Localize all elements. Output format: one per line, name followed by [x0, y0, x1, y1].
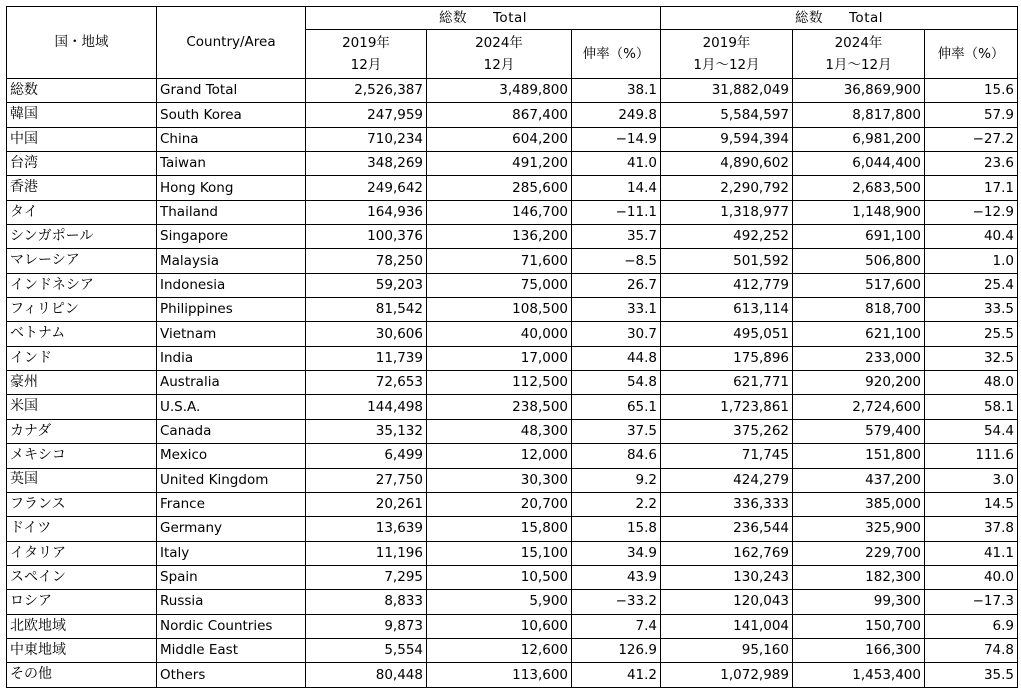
table-row: [7, 249, 1018, 273]
table-row: [7, 541, 1018, 565]
header-group-december-en: Total: [492, 9, 528, 26]
table-row: [7, 565, 1018, 589]
cell-dec-2019: 59,203: [306, 273, 427, 297]
table-row: [7, 638, 1018, 662]
cell-annual-growth: 40.0: [925, 565, 1018, 589]
cell-dec-2024: 17,000: [427, 346, 572, 370]
header-annual-2019-period: 1月～12月: [693, 57, 760, 73]
cell-region-en: Hong Kong: [157, 176, 306, 200]
cell-annual-2024: 325,900: [793, 517, 925, 541]
cell-region-jp: ロシア: [7, 590, 157, 614]
cell-dec-2019: 710,234: [306, 127, 427, 151]
cell-annual-2019: 1,723,861: [661, 395, 793, 419]
cell-dec-2019: 30,606: [306, 322, 427, 346]
table-row: [7, 614, 1018, 638]
cell-dec-growth: 30.7: [572, 322, 661, 346]
cell-dec-2024: 12,000: [427, 444, 572, 468]
cell-dec-2024: 40,000: [427, 322, 572, 346]
cell-dec-2019: 11,739: [306, 346, 427, 370]
cell-dec-2019: 8,833: [306, 590, 427, 614]
header-region-en: Country/Area: [157, 7, 306, 79]
table-row: [7, 371, 1018, 395]
cell-annual-2019: 141,004: [661, 614, 793, 638]
cell-region-en: Thailand: [157, 200, 306, 224]
cell-annual-2019: 621,771: [661, 371, 793, 395]
cell-dec-2024: 10,500: [427, 565, 572, 589]
table-row: [7, 419, 1018, 443]
cell-region-en: Australia: [157, 371, 306, 395]
visitor-statistics-sheet: [6, 6, 1018, 688]
header-group-annual-en: Total: [848, 9, 884, 26]
table-row: [7, 517, 1018, 541]
cell-region-en: Malaysia: [157, 249, 306, 273]
cell-dec-2024: 30,300: [427, 468, 572, 492]
cell-annual-2024: 691,100: [793, 225, 925, 249]
header-dec-growth: 伸率（%）: [572, 30, 661, 79]
cell-annual-2019: 495,051: [661, 322, 793, 346]
cell-region-en: Vietnam: [157, 322, 306, 346]
cell-annual-2024: 517,600: [793, 273, 925, 297]
cell-region-en: Canada: [157, 419, 306, 443]
cell-dec-2024: 71,600: [427, 249, 572, 273]
cell-dec-growth: 249.8: [572, 103, 661, 127]
header-region-jp: 国・地域: [7, 7, 157, 79]
cell-region-jp: 米国: [7, 395, 157, 419]
cell-annual-2019: 5,584,597: [661, 103, 793, 127]
cell-dec-2024: 48,300: [427, 419, 572, 443]
cell-region-en: United Kingdom: [157, 468, 306, 492]
cell-dec-2019: 81,542: [306, 298, 427, 322]
cell-region-en: Italy: [157, 541, 306, 565]
table-row: [7, 663, 1018, 687]
cell-annual-2019: 175,896: [661, 346, 793, 370]
cell-annual-2024: 99,300: [793, 590, 925, 614]
cell-annual-2024: 229,700: [793, 541, 925, 565]
cell-region-jp: 台湾: [7, 152, 157, 176]
cell-region-en: China: [157, 127, 306, 151]
header-dec-2019: [306, 30, 427, 79]
cell-region-en: Mexico: [157, 444, 306, 468]
table-row: [7, 492, 1018, 516]
cell-region-jp: フィリピン: [7, 298, 157, 322]
cell-annual-2019: 130,243: [661, 565, 793, 589]
cell-annual-2019: 95,160: [661, 638, 793, 662]
table-row: [7, 273, 1018, 297]
cell-region-jp: フランス: [7, 492, 157, 516]
table-row: [7, 298, 1018, 322]
cell-annual-2019: 501,592: [661, 249, 793, 273]
cell-annual-growth: −12.9: [925, 200, 1018, 224]
cell-annual-2024: 8,817,800: [793, 103, 925, 127]
cell-annual-2024: 2,724,600: [793, 395, 925, 419]
cell-annual-growth: −17.3: [925, 590, 1018, 614]
table-row: [7, 152, 1018, 176]
cell-annual-growth: 15.6: [925, 79, 1018, 103]
cell-region-en: Philippines: [157, 298, 306, 322]
header-annual-growth: 伸率（%）: [925, 30, 1018, 79]
cell-dec-growth: 41.2: [572, 663, 661, 687]
cell-region-jp: 中国: [7, 127, 157, 151]
cell-dec-2024: 10,600: [427, 614, 572, 638]
cell-annual-growth: 23.6: [925, 152, 1018, 176]
header-dec-2019-year: 2019年: [342, 35, 390, 51]
cell-dec-2019: 27,750: [306, 468, 427, 492]
cell-dec-growth: 44.8: [572, 346, 661, 370]
cell-annual-2024: 151,800: [793, 444, 925, 468]
table-row: [7, 468, 1018, 492]
cell-dec-2024: 75,000: [427, 273, 572, 297]
cell-annual-2024: 166,300: [793, 638, 925, 662]
cell-annual-2019: 120,043: [661, 590, 793, 614]
cell-dec-2024: 113,600: [427, 663, 572, 687]
cell-dec-2019: 20,261: [306, 492, 427, 516]
cell-annual-growth: 25.4: [925, 273, 1018, 297]
cell-annual-growth: 48.0: [925, 371, 1018, 395]
header-group-december: [306, 7, 661, 30]
cell-dec-growth: 126.9: [572, 638, 661, 662]
cell-annual-2024: 579,400: [793, 419, 925, 443]
cell-dec-2024: 15,800: [427, 517, 572, 541]
header-group-annual: [661, 7, 1018, 30]
cell-annual-growth: 41.1: [925, 541, 1018, 565]
cell-region-jp: スペイン: [7, 565, 157, 589]
cell-annual-growth: 35.5: [925, 663, 1018, 687]
cell-region-en: Nordic Countries: [157, 614, 306, 638]
cell-region-jp: イタリア: [7, 541, 157, 565]
cell-annual-growth: 14.5: [925, 492, 1018, 516]
cell-dec-2019: 7,295: [306, 565, 427, 589]
cell-dec-2019: 80,448: [306, 663, 427, 687]
cell-region-jp: マレーシア: [7, 249, 157, 273]
cell-region-en: Taiwan: [157, 152, 306, 176]
cell-dec-2024: 285,600: [427, 176, 572, 200]
cell-annual-2019: 236,544: [661, 517, 793, 541]
cell-annual-2019: 375,262: [661, 419, 793, 443]
cell-dec-2019: 35,132: [306, 419, 427, 443]
table-row: [7, 346, 1018, 370]
cell-annual-growth: 37.8: [925, 517, 1018, 541]
visitor-arrivals-table: [6, 6, 1018, 688]
cell-annual-2024: 1,148,900: [793, 200, 925, 224]
cell-dec-2024: 112,500: [427, 371, 572, 395]
cell-dec-2024: 604,200: [427, 127, 572, 151]
cell-annual-2024: 6,981,200: [793, 127, 925, 151]
table-body: [7, 79, 1018, 688]
cell-annual-2024: 182,300: [793, 565, 925, 589]
cell-annual-2024: 150,700: [793, 614, 925, 638]
cell-dec-2024: 867,400: [427, 103, 572, 127]
cell-region-jp: 中東地域: [7, 638, 157, 662]
cell-annual-2019: 162,769: [661, 541, 793, 565]
table-row: [7, 444, 1018, 468]
header-group-annual-jp: 総数: [794, 9, 823, 26]
cell-dec-growth: −11.1: [572, 200, 661, 224]
cell-dec-growth: 43.9: [572, 565, 661, 589]
cell-region-jp: 韓国: [7, 103, 157, 127]
cell-region-en: South Korea: [157, 103, 306, 127]
cell-dec-2019: 144,498: [306, 395, 427, 419]
header-annual-2024: [793, 30, 925, 79]
cell-annual-2019: 613,114: [661, 298, 793, 322]
cell-region-en: Middle East: [157, 638, 306, 662]
cell-dec-growth: 26.7: [572, 273, 661, 297]
cell-region-jp: 香港: [7, 176, 157, 200]
cell-region-jp: インド: [7, 346, 157, 370]
cell-dec-2019: 9,873: [306, 614, 427, 638]
cell-dec-2024: 5,900: [427, 590, 572, 614]
cell-region-jp: カナダ: [7, 419, 157, 443]
cell-annual-2019: 4,890,602: [661, 152, 793, 176]
cell-dec-growth: 33.1: [572, 298, 661, 322]
cell-dec-2019: 249,642: [306, 176, 427, 200]
cell-dec-2019: 348,269: [306, 152, 427, 176]
cell-region-jp: 総数: [7, 79, 157, 103]
table-row: [7, 322, 1018, 346]
cell-annual-growth: 74.8: [925, 638, 1018, 662]
header-annual-2019-year: 2019年: [702, 35, 751, 51]
cell-annual-2024: 437,200: [793, 468, 925, 492]
cell-annual-2019: 71,745: [661, 444, 793, 468]
cell-region-en: India: [157, 346, 306, 370]
cell-dec-2024: 146,700: [427, 200, 572, 224]
header-dec-2019-period: 12月: [350, 57, 382, 73]
cell-dec-2024: 12,600: [427, 638, 572, 662]
cell-dec-2024: 108,500: [427, 298, 572, 322]
cell-region-jp: ドイツ: [7, 517, 157, 541]
table-row: [7, 200, 1018, 224]
cell-annual-growth: 54.4: [925, 419, 1018, 443]
table-row: [7, 176, 1018, 200]
cell-annual-2024: 818,700: [793, 298, 925, 322]
cell-dec-2024: 15,100: [427, 541, 572, 565]
cell-region-jp: ベトナム: [7, 322, 157, 346]
cell-annual-2024: 1,453,400: [793, 663, 925, 687]
cell-dec-2019: 13,639: [306, 517, 427, 541]
header-annual-2019: [661, 30, 793, 79]
cell-region-en: Singapore: [157, 225, 306, 249]
cell-annual-growth: 1.0: [925, 249, 1018, 273]
table-row: [7, 127, 1018, 151]
header-dec-2024: [427, 30, 572, 79]
cell-dec-growth: −14.9: [572, 127, 661, 151]
cell-dec-growth: 54.8: [572, 371, 661, 395]
cell-annual-2024: 36,869,900: [793, 79, 925, 103]
cell-dec-2019: 100,376: [306, 225, 427, 249]
cell-region-jp: メキシコ: [7, 444, 157, 468]
cell-annual-growth: −27.2: [925, 127, 1018, 151]
cell-annual-growth: 25.5: [925, 322, 1018, 346]
cell-dec-2024: 136,200: [427, 225, 572, 249]
cell-annual-2019: 412,779: [661, 273, 793, 297]
table-row: [7, 395, 1018, 419]
cell-dec-growth: −33.2: [572, 590, 661, 614]
cell-dec-2024: 3,489,800: [427, 79, 572, 103]
cell-annual-2019: 1,072,989: [661, 663, 793, 687]
cell-dec-2019: 2,526,387: [306, 79, 427, 103]
table-row: [7, 103, 1018, 127]
header-annual-2024-year: 2024年: [834, 35, 883, 51]
cell-region-jp: その他: [7, 663, 157, 687]
cell-annual-growth: 111.6: [925, 444, 1018, 468]
cell-region-en: Spain: [157, 565, 306, 589]
cell-region-en: U.S.A.: [157, 395, 306, 419]
cell-annual-growth: 57.9: [925, 103, 1018, 127]
cell-annual-2024: 621,100: [793, 322, 925, 346]
cell-dec-growth: 34.9: [572, 541, 661, 565]
cell-annual-2024: 2,683,500: [793, 176, 925, 200]
cell-dec-2019: 247,959: [306, 103, 427, 127]
cell-annual-2019: 31,882,049: [661, 79, 793, 103]
cell-dec-2024: 491,200: [427, 152, 572, 176]
cell-dec-2019: 5,554: [306, 638, 427, 662]
cell-annual-2019: 9,594,394: [661, 127, 793, 151]
cell-dec-growth: −8.5: [572, 249, 661, 273]
cell-region-en: Others: [157, 663, 306, 687]
cell-dec-2019: 72,653: [306, 371, 427, 395]
cell-annual-growth: 6.9: [925, 614, 1018, 638]
cell-annual-growth: 17.1: [925, 176, 1018, 200]
cell-dec-growth: 84.6: [572, 444, 661, 468]
cell-annual-2024: 6,044,400: [793, 152, 925, 176]
header-annual-2024-period: 1月～12月: [825, 57, 892, 73]
cell-dec-2019: 6,499: [306, 444, 427, 468]
cell-annual-2019: 1,318,977: [661, 200, 793, 224]
cell-dec-growth: 14.4: [572, 176, 661, 200]
cell-annual-2019: 492,252: [661, 225, 793, 249]
cell-region-jp: シンガポール: [7, 225, 157, 249]
cell-region-jp: 英国: [7, 468, 157, 492]
cell-region-en: Russia: [157, 590, 306, 614]
cell-dec-growth: 2.2: [572, 492, 661, 516]
table-row: [7, 590, 1018, 614]
cell-annual-growth: 32.5: [925, 346, 1018, 370]
cell-region-en: Grand Total: [157, 79, 306, 103]
cell-dec-growth: 15.8: [572, 517, 661, 541]
cell-dec-growth: 35.7: [572, 225, 661, 249]
cell-region-jp: インドネシア: [7, 273, 157, 297]
cell-dec-2024: 20,700: [427, 492, 572, 516]
cell-region-jp: 豪州: [7, 371, 157, 395]
cell-annual-2024: 233,000: [793, 346, 925, 370]
cell-dec-growth: 41.0: [572, 152, 661, 176]
cell-region-en: Indonesia: [157, 273, 306, 297]
cell-region-en: Germany: [157, 517, 306, 541]
cell-dec-2019: 164,936: [306, 200, 427, 224]
cell-annual-2024: 385,000: [793, 492, 925, 516]
cell-annual-2024: 506,800: [793, 249, 925, 273]
header-dec-2024-year: 2024年: [475, 35, 523, 51]
cell-annual-growth: 33.5: [925, 298, 1018, 322]
cell-dec-growth: 7.4: [572, 614, 661, 638]
cell-dec-2024: 238,500: [427, 395, 572, 419]
table-header: [7, 7, 1018, 79]
cell-dec-growth: 38.1: [572, 79, 661, 103]
cell-dec-2019: 78,250: [306, 249, 427, 273]
cell-dec-growth: 65.1: [572, 395, 661, 419]
table-row: [7, 225, 1018, 249]
cell-region-jp: 北欧地域: [7, 614, 157, 638]
cell-annual-2019: 424,279: [661, 468, 793, 492]
cell-region-en: France: [157, 492, 306, 516]
cell-dec-2019: 11,196: [306, 541, 427, 565]
cell-annual-growth: 58.1: [925, 395, 1018, 419]
header-dec-2024-period: 12月: [483, 57, 515, 73]
cell-region-jp: タイ: [7, 200, 157, 224]
cell-annual-growth: 40.4: [925, 225, 1018, 249]
cell-annual-2019: 336,333: [661, 492, 793, 516]
cell-dec-growth: 9.2: [572, 468, 661, 492]
header-group-december-jp: 総数: [438, 9, 467, 26]
cell-dec-growth: 37.5: [572, 419, 661, 443]
cell-annual-2019: 2,290,792: [661, 176, 793, 200]
table-row: [7, 79, 1018, 103]
cell-annual-2024: 920,200: [793, 371, 925, 395]
cell-annual-growth: 3.0: [925, 468, 1018, 492]
